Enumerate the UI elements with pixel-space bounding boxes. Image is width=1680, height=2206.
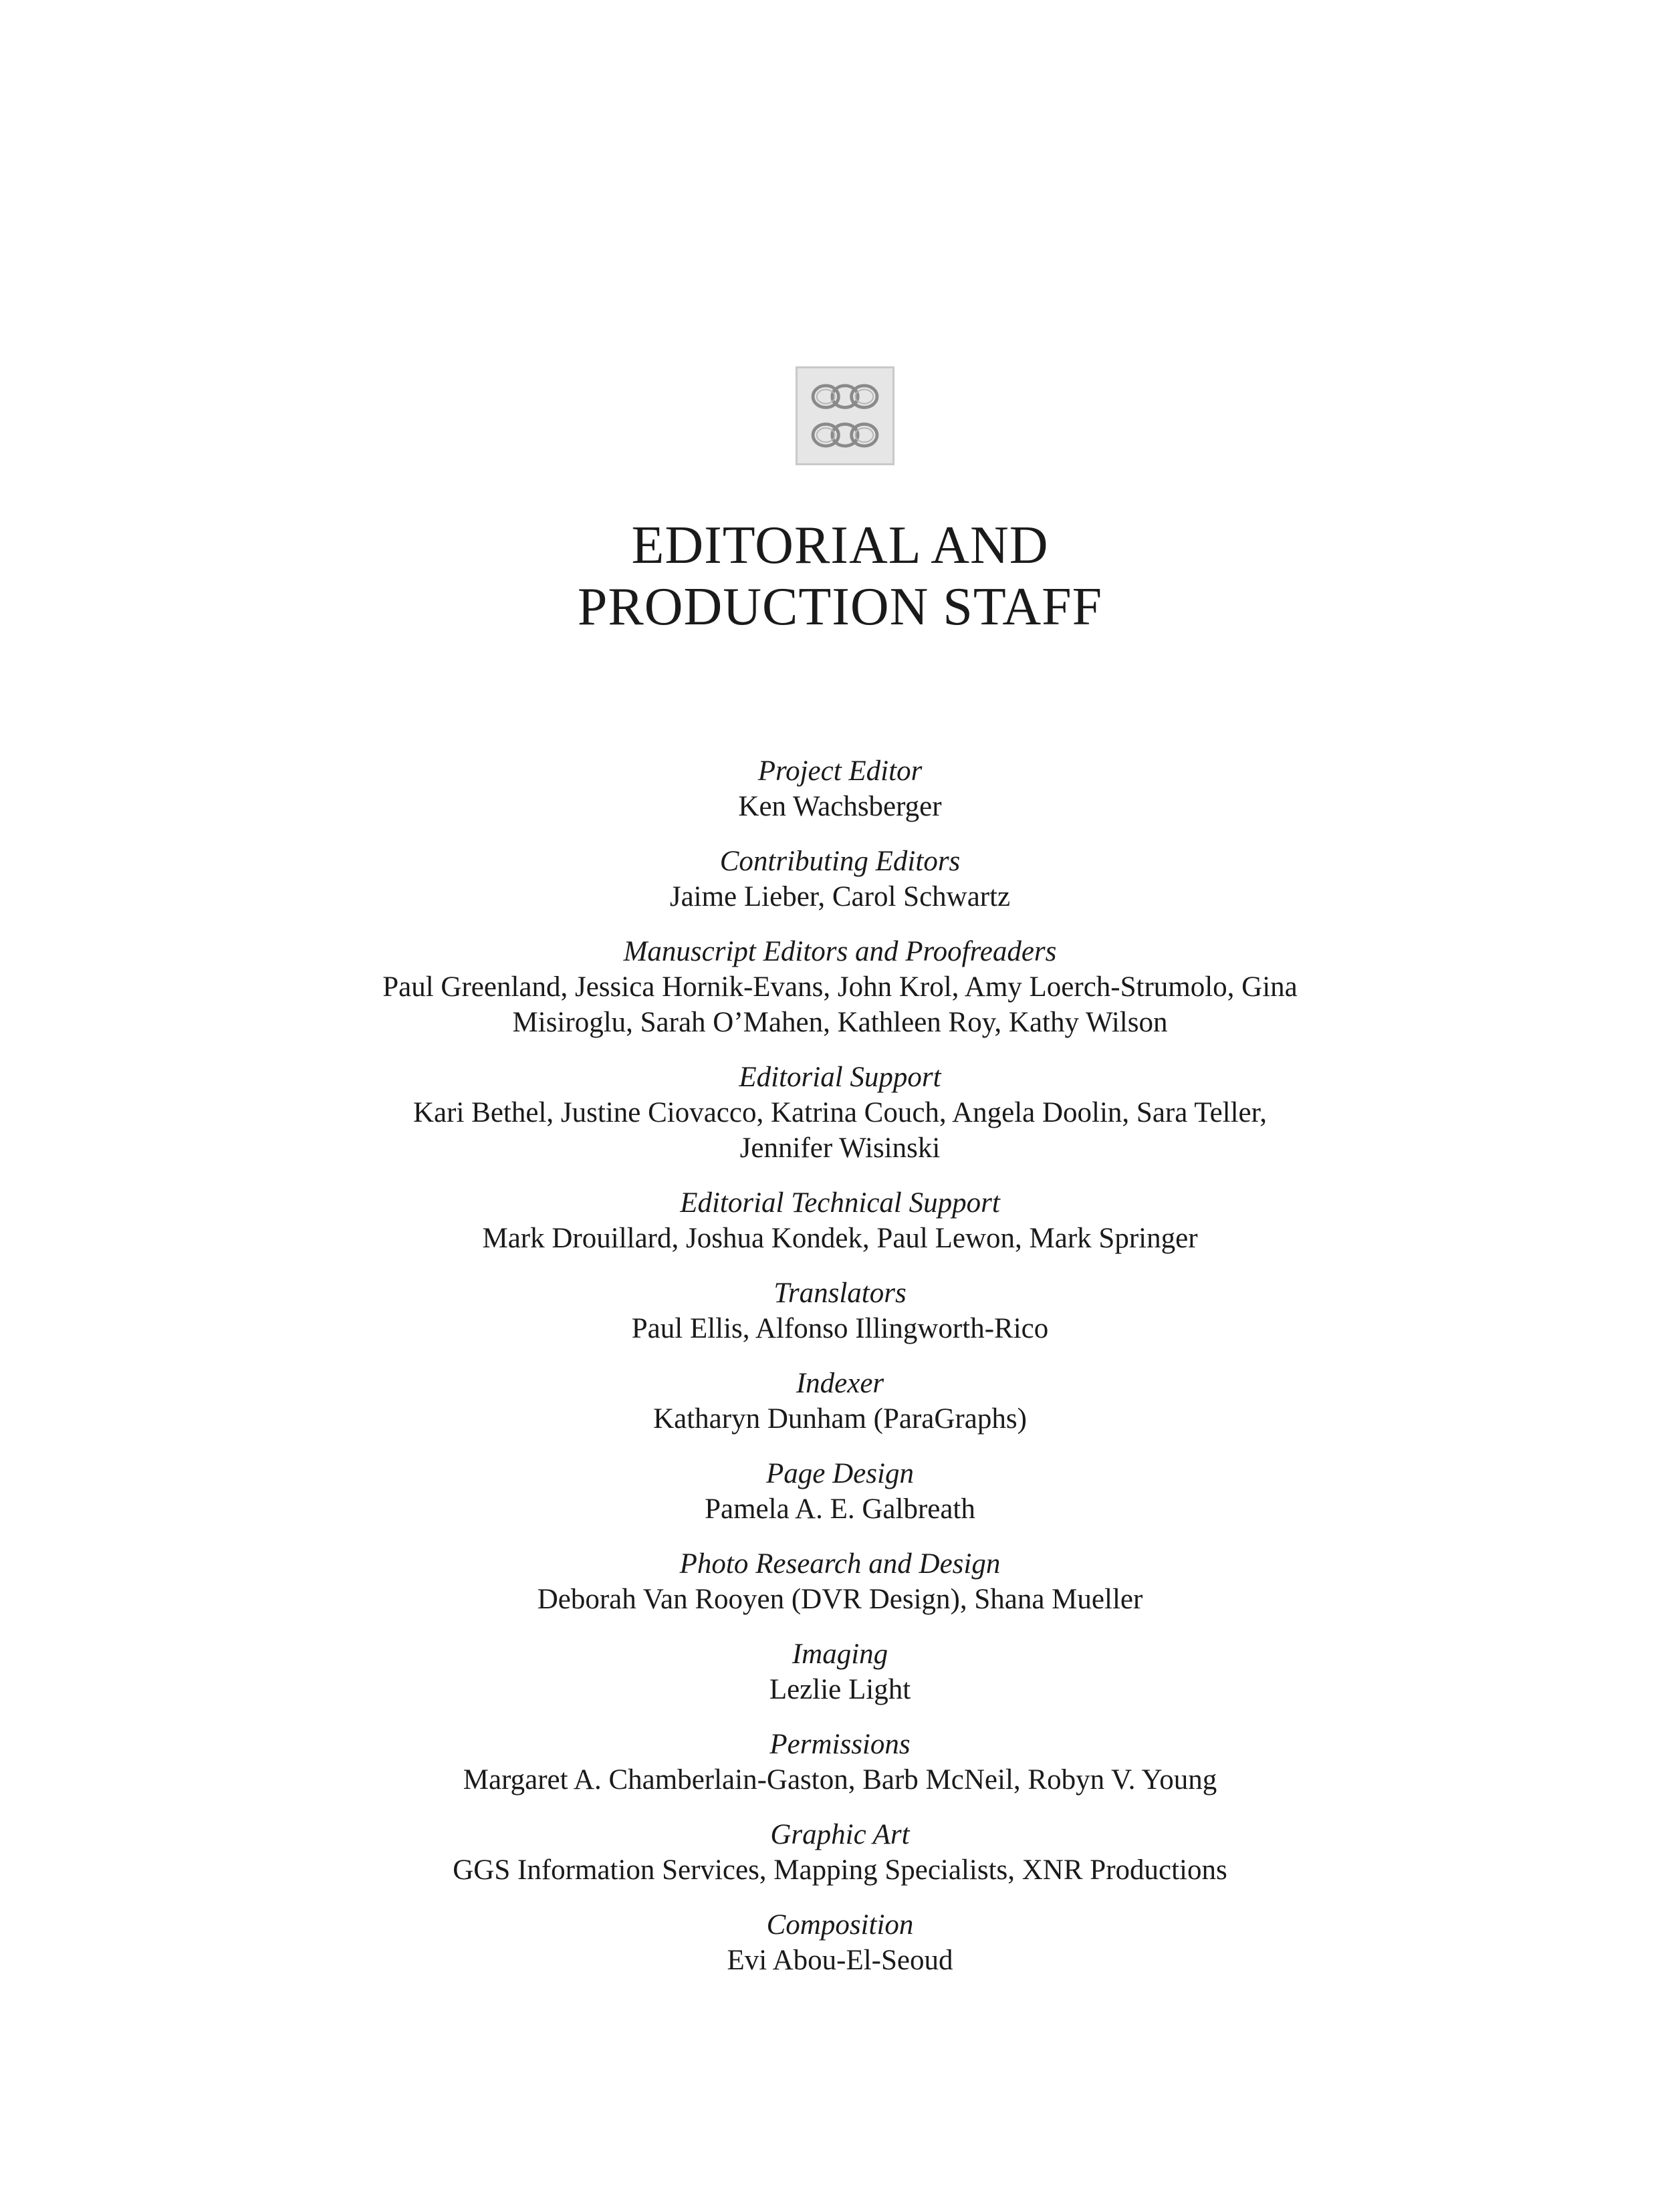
credit-names: Jennifer Wisinski bbox=[739, 1132, 941, 1164]
credit-section bbox=[0, 1907, 1680, 1978]
credit-role: Editorial Support bbox=[739, 1062, 941, 1093]
credit-section bbox=[0, 1817, 1680, 1888]
credits-list bbox=[0, 753, 1680, 1997]
credit-role: Contributing Editors bbox=[719, 846, 961, 877]
credit-role: Translators bbox=[773, 1277, 907, 1309]
page-title bbox=[0, 515, 1680, 638]
credit-role: Permissions bbox=[769, 1729, 911, 1760]
credit-role: Editorial Technical Support bbox=[680, 1187, 1000, 1219]
credit-names: Kari Bethel, Justine Ciovacco, Katrina Couch, Angela Doolin, Sara Teller, bbox=[413, 1097, 1267, 1128]
credit-section bbox=[0, 934, 1680, 1040]
credit-names: Deborah Van Rooyen (DVR Design), Shana Mueller bbox=[537, 1584, 1143, 1615]
credit-role: Page Design bbox=[766, 1458, 914, 1489]
credit-names: Mark Drouillard, Joshua Kondek, Paul Lewon, Mark Springer bbox=[482, 1223, 1198, 1254]
credit-section bbox=[0, 1275, 1680, 1346]
credit-section bbox=[0, 1727, 1680, 1798]
page-title-line-1: EDITORIAL AND bbox=[631, 516, 1049, 575]
credit-role: Photo Research and Design bbox=[679, 1548, 1001, 1580]
credit-names: Paul Ellis, Alfonso Illingworth-Rico bbox=[631, 1313, 1049, 1344]
credit-names: Misiroglu, Sarah O’Mahen, Kathleen Roy, Kathy Wilson bbox=[512, 1007, 1168, 1038]
credit-section bbox=[0, 1060, 1680, 1166]
interlinked-rings-ornament-icon bbox=[796, 366, 894, 465]
credit-section bbox=[0, 1546, 1680, 1617]
credit-names: Jaime Lieber, Carol Schwartz bbox=[669, 881, 1011, 912]
credit-names: Lezlie Light bbox=[769, 1674, 911, 1705]
credit-section bbox=[0, 1366, 1680, 1437]
credit-role: Indexer bbox=[796, 1368, 884, 1399]
credit-names: Evi Abou-El-Seoud bbox=[727, 1945, 953, 1976]
credit-role: Composition bbox=[766, 1909, 914, 1941]
credit-section bbox=[0, 753, 1680, 824]
credit-names: Paul Greenland, Jessica Hornik-Evans, John Krol, Amy Loerch-Strumolo, Gina bbox=[382, 971, 1298, 1003]
credit-names: Katharyn Dunham (ParaGraphs) bbox=[653, 1403, 1027, 1435]
credit-section bbox=[0, 1636, 1680, 1707]
credit-names: Pamela A. E. Galbreath bbox=[705, 1493, 975, 1525]
page-title-line-2: PRODUCTION STAFF bbox=[577, 578, 1103, 636]
credit-section bbox=[0, 1456, 1680, 1527]
credit-section bbox=[0, 844, 1680, 914]
credit-role: Imaging bbox=[792, 1638, 888, 1670]
credit-names: Margaret A. Chamberlain-Gaston, Barb McNeil, Robyn V. Young bbox=[463, 1764, 1217, 1796]
credit-role: Manuscript Editors and Proofreaders bbox=[623, 936, 1057, 967]
credit-role: Project Editor bbox=[757, 755, 923, 787]
credit-names: GGS Information Services, Mapping Specialists, XNR Productions bbox=[453, 1854, 1227, 1886]
credit-role: Graphic Art bbox=[770, 1819, 910, 1850]
credit-section bbox=[0, 1185, 1680, 1256]
credit-names: Ken Wachsberger bbox=[738, 791, 942, 822]
